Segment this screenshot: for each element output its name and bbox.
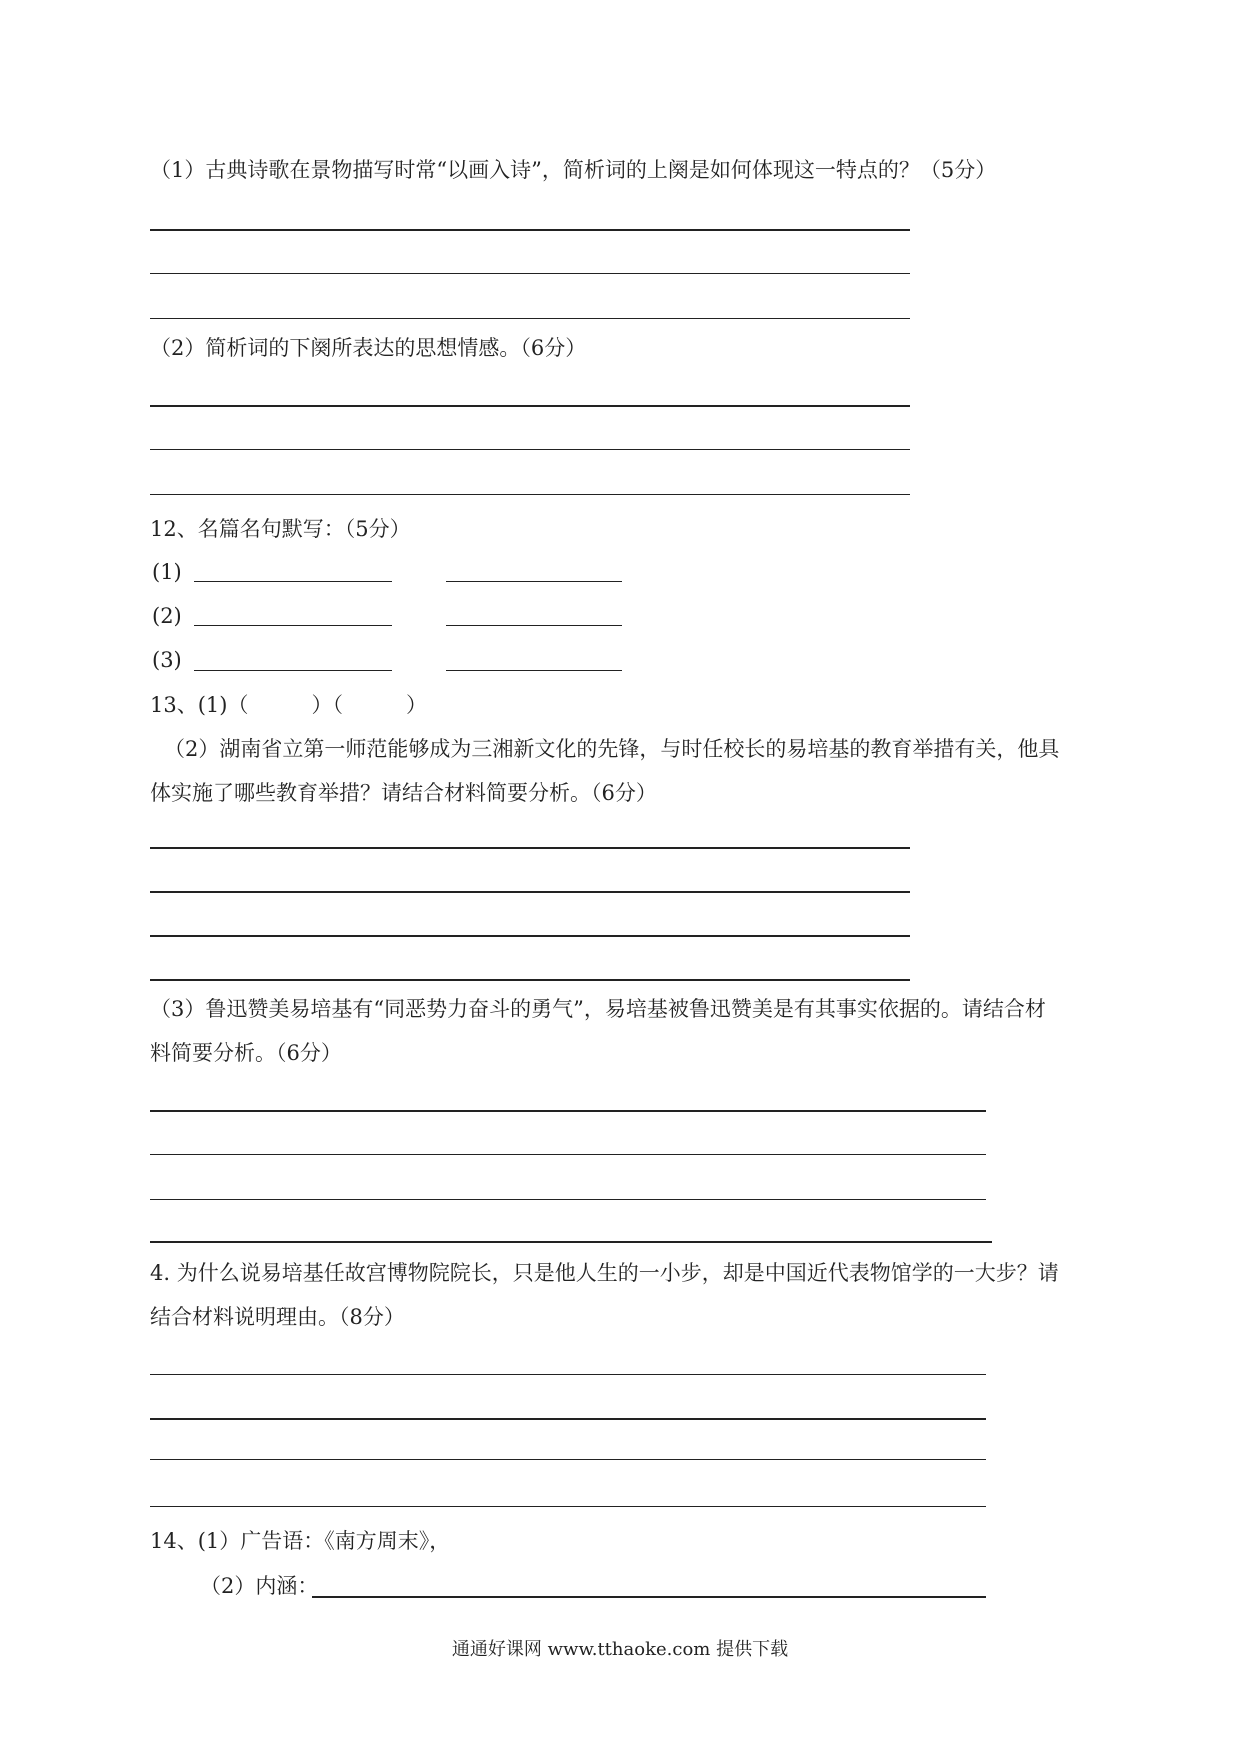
answer-line[interactable] xyxy=(150,1459,986,1460)
fill-blank-line[interactable] xyxy=(194,625,392,626)
q13-part3-line1: （3）鲁迅赞美易培基有“同恶势力奋斗的勇气”，易培基被鲁迅赞美是有其事实依据的。请结合材 xyxy=(150,997,1046,1021)
answer-line[interactable] xyxy=(150,1506,986,1507)
q11-part1-prompt: （1）古典诗歌在景物描写时常“以画入诗”，简析词的上阕是如何体现这一特点的？（5分） xyxy=(150,158,997,182)
answer-line[interactable] xyxy=(150,1199,986,1200)
answer-line[interactable] xyxy=(150,449,910,450)
answer-line[interactable] xyxy=(150,229,910,231)
fill-blank-line[interactable] xyxy=(446,625,622,626)
page-footer: 通通好课网 www.tthaoke.com 提供下载 xyxy=(451,1639,789,1660)
q13-part4-line1: 4. 为什么说易培基任故宫博物院院长，只是他人生的一小步，却是中国近代表物馆学的一大步？请 xyxy=(150,1261,1059,1285)
answer-line[interactable] xyxy=(150,494,910,495)
answer-line[interactable] xyxy=(150,891,910,893)
answer-line[interactable] xyxy=(150,1154,986,1155)
q13-part3-line2: 料简要分析。（6分） xyxy=(150,1041,342,1065)
q13-part2-line1: （2）湖南省立第一师范能够成为三湘新文化的先锋，与时任校长的易培基的教育举措有关，他具 xyxy=(164,737,1060,761)
answer-line[interactable] xyxy=(150,1374,986,1375)
q12-item-label: (1) xyxy=(152,560,182,584)
q13-part4-line2: 结合材料说明理由。（8分） xyxy=(150,1305,405,1329)
fill-blank-line[interactable] xyxy=(446,581,622,582)
answer-line[interactable] xyxy=(150,1110,986,1112)
q14-part1: 14、(1）广告语：《南方周末》， xyxy=(150,1529,451,1553)
q13-part2-line2: 体实施了哪些教育举措？请结合材料简要分析。（6分） xyxy=(150,781,657,805)
answer-line[interactable] xyxy=(150,318,910,319)
q14-part2-label: （2）内涵： xyxy=(200,1574,319,1598)
answer-line[interactable] xyxy=(150,979,910,981)
fill-blank-line[interactable] xyxy=(446,670,622,671)
q12-item-label: (3) xyxy=(152,648,182,672)
q11-part2-prompt: （2）简析词的下阕所表达的思想情感。（6分） xyxy=(150,336,587,360)
fill-blank-line[interactable] xyxy=(194,581,392,582)
answer-line[interactable] xyxy=(150,1418,986,1420)
answer-line[interactable] xyxy=(150,273,910,274)
q12-item-label: (2) xyxy=(152,604,182,628)
answer-line[interactable] xyxy=(150,1241,992,1243)
answer-line[interactable] xyxy=(150,847,910,849)
answer-line[interactable] xyxy=(312,1596,986,1598)
fill-blank-line[interactable] xyxy=(194,670,392,671)
q12-title: 12、名篇名句默写：（5分） xyxy=(150,517,411,541)
answer-line[interactable] xyxy=(150,935,910,937)
answer-line[interactable] xyxy=(150,405,910,407)
q13-part1: 13、(1)（ ）（ ） xyxy=(150,693,427,717)
